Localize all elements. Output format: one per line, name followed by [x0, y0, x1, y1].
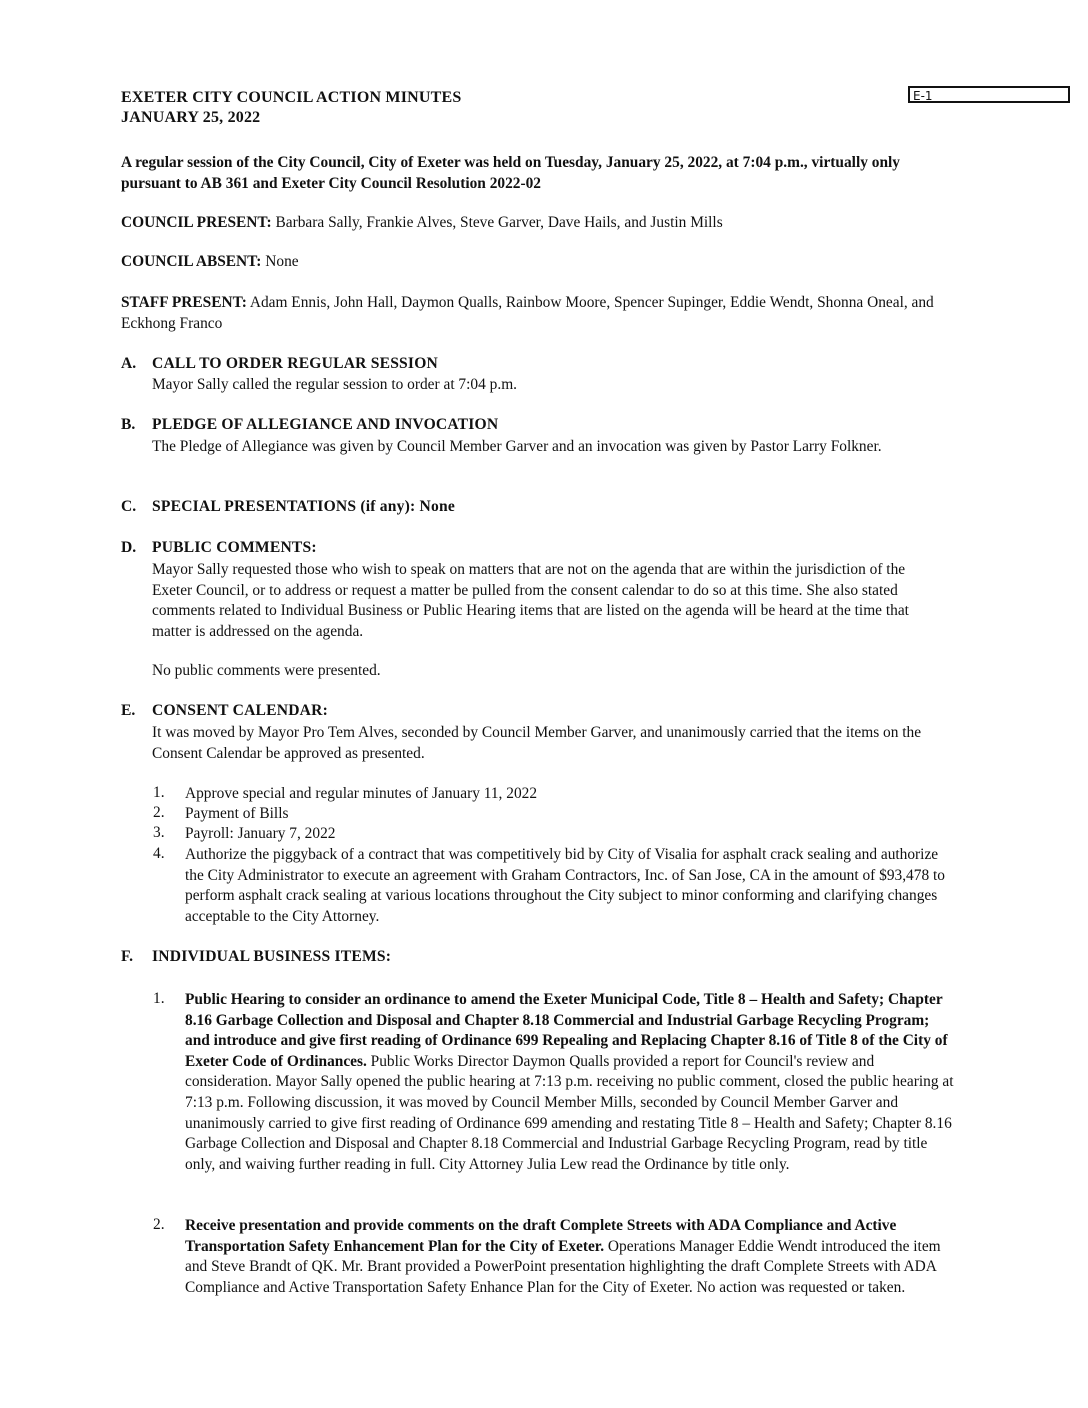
section-b-letter: B.: [121, 416, 136, 433]
section-f-letter: F.: [121, 948, 133, 965]
council-absent: [121, 252, 951, 273]
staff-present-label: STAFF PRESENT:: [121, 294, 247, 311]
section-d-heading: PUBLIC COMMENTS:: [152, 539, 317, 556]
council-absent-value: None: [265, 253, 299, 270]
staff-present: [121, 293, 951, 334]
section-f-heading: INDIVIDUAL BUSINESS ITEMS:: [152, 948, 392, 965]
agenda-item-tag: E-1: [908, 86, 1070, 103]
section-d-body-2: No public comments were presented.: [152, 662, 381, 679]
consent-item-number: 4.: [153, 845, 165, 862]
business-item-number: 1.: [153, 990, 165, 1007]
section-a-heading: CALL TO ORDER REGULAR SESSION: [152, 355, 438, 372]
business-item-number: 2.: [153, 1216, 165, 1233]
section-d-letter: D.: [121, 539, 137, 556]
section-b-heading: PLEDGE OF ALLEGIANCE AND INVOCATION: [152, 416, 499, 433]
consent-item: Approve special and regular minutes of January 11, 2022: [185, 785, 538, 802]
council-present: [121, 213, 951, 234]
section-a-body: Mayor Sally called the regular session to order at 7:04 p.m.: [152, 376, 518, 393]
section-b-body: The Pledge of Allegiance was given by Council Member Garver and an invocation was given by Pastor Larry Folkner.: [152, 438, 882, 455]
business-item-text: Operations Manager Eddie Wendt introduced the item and Steve Brandt of QK. Mr. Brant provided a PowerPoint presentation highlighting the draft Complete Streets with ADA Compliance and Active Transportation Safety Enhance Plan for the City of Exeter. No action was requested or taken.: [185, 1237, 941, 1296]
consent-item-number: 1.: [153, 784, 165, 801]
section-e-body: It was moved by Mayor Pro Tem Alves, seconded by Council Member Garver, and unanimously carried that the items on the Consent Calendar be approved as presented.: [152, 724, 922, 762]
section-c-letter: C.: [121, 498, 137, 515]
business-item-text: Public Works Director Daymon Qualls provided a report for Council's review and consideration. Mayor Sally opened the public hearing at 7:13 p.m. receiving no public comment, closed the public hearing at 7:13 p.m. Following discussion, it was moved by Council Member Mills, seconded by Council Member Garver and unanimously carried to give first reading of Ordinance 699 amending and restating Title 8 – Health and Safety; Chapter 8.16 Garbage Collection and Disposal and Chapter 8.18 Commercial and Industrial Garbage Recycling Program, read by title only, and waiving further reading in full. City Attorney Julia Lew read the Ordinance by title only.: [185, 1052, 954, 1173]
consent-item: Payroll: January 7, 2022: [185, 825, 336, 842]
consent-item: Payment of Bills: [185, 805, 289, 822]
council-present-label: COUNCIL PRESENT:: [121, 214, 272, 231]
consent-item-number: 2.: [153, 804, 165, 821]
section-a-letter: A.: [121, 355, 137, 372]
business-item-title: Public Hearing to consider an ordinance to amend the Exeter Municipal Code, Title 8 – Health and Safety; Chapter 8.16 Garbage Collection and Disposal and Chapter 8.18 Commercial and Industrial Garbage Recycling Program; and introduce and give first reading of Ordinance 699 Repealing and Replacing Chapter 8.16 of Title 8 of the City of Exeter Code of Ordinances.: [185, 991, 948, 1070]
council-present-value: Barbara Sally, Frankie Alves, Steve Garver, Dave Hails, and Justin Mills: [275, 214, 723, 231]
business-item: [185, 1216, 955, 1298]
section-e-heading: CONSENT CALENDAR:: [152, 702, 328, 719]
business-item: [185, 990, 955, 1175]
intro-paragraph: A regular session of the City Council, City of Exeter was held on Tuesday, January 25, 2022, at 7:04 p.m., virtually only pursuant to AB 361 and Exeter City Council Resolution 2022-02: [121, 154, 900, 192]
document-title: EXETER CITY COUNCIL ACTION MINUTES: [121, 89, 462, 106]
section-d-body: Mayor Sally requested those who wish to speak on matters that are not on the agenda that are within the jurisdiction of the Exeter Council, or to address or request a matter be pulled from the consent calendar to do so at this time. She also stated comments related to Individual Business or Public Hearing items that are listed on the agenda will be heard at the time that matter is addressed on the agenda.: [152, 561, 909, 640]
council-absent-label: COUNCIL ABSENT:: [121, 253, 262, 270]
section-c-heading: SPECIAL PRESENTATIONS (if any): None: [152, 498, 455, 515]
consent-item: Authorize the piggyback of a contract that was competitively bid by City of Visalia for asphalt crack sealing and authorize the City Administrator to execute an agreement with Graham Contractors, Inc. of San Jose, CA in the amount of $93,478 to perform asphalt crack sealing at various locations throughout the City subject to minor conforming and clarifying changes acceptable to the City Attorney.: [185, 846, 945, 925]
consent-item-number: 3.: [153, 824, 165, 841]
document-date: JANUARY 25, 2022: [121, 109, 261, 126]
section-e-letter: E.: [121, 702, 136, 719]
business-item-title: Receive presentation and provide comments on the draft Complete Streets with ADA Compliance and Active Transportation Safety Enhancement Plan for the City of Exeter.: [185, 1217, 897, 1255]
staff-present-value: Adam Ennis, John Hall, Daymon Qualls, Rainbow Moore, Spencer Supinger, Eddie Wendt, Shonna Oneal, and Eckhong Franco: [121, 294, 934, 332]
